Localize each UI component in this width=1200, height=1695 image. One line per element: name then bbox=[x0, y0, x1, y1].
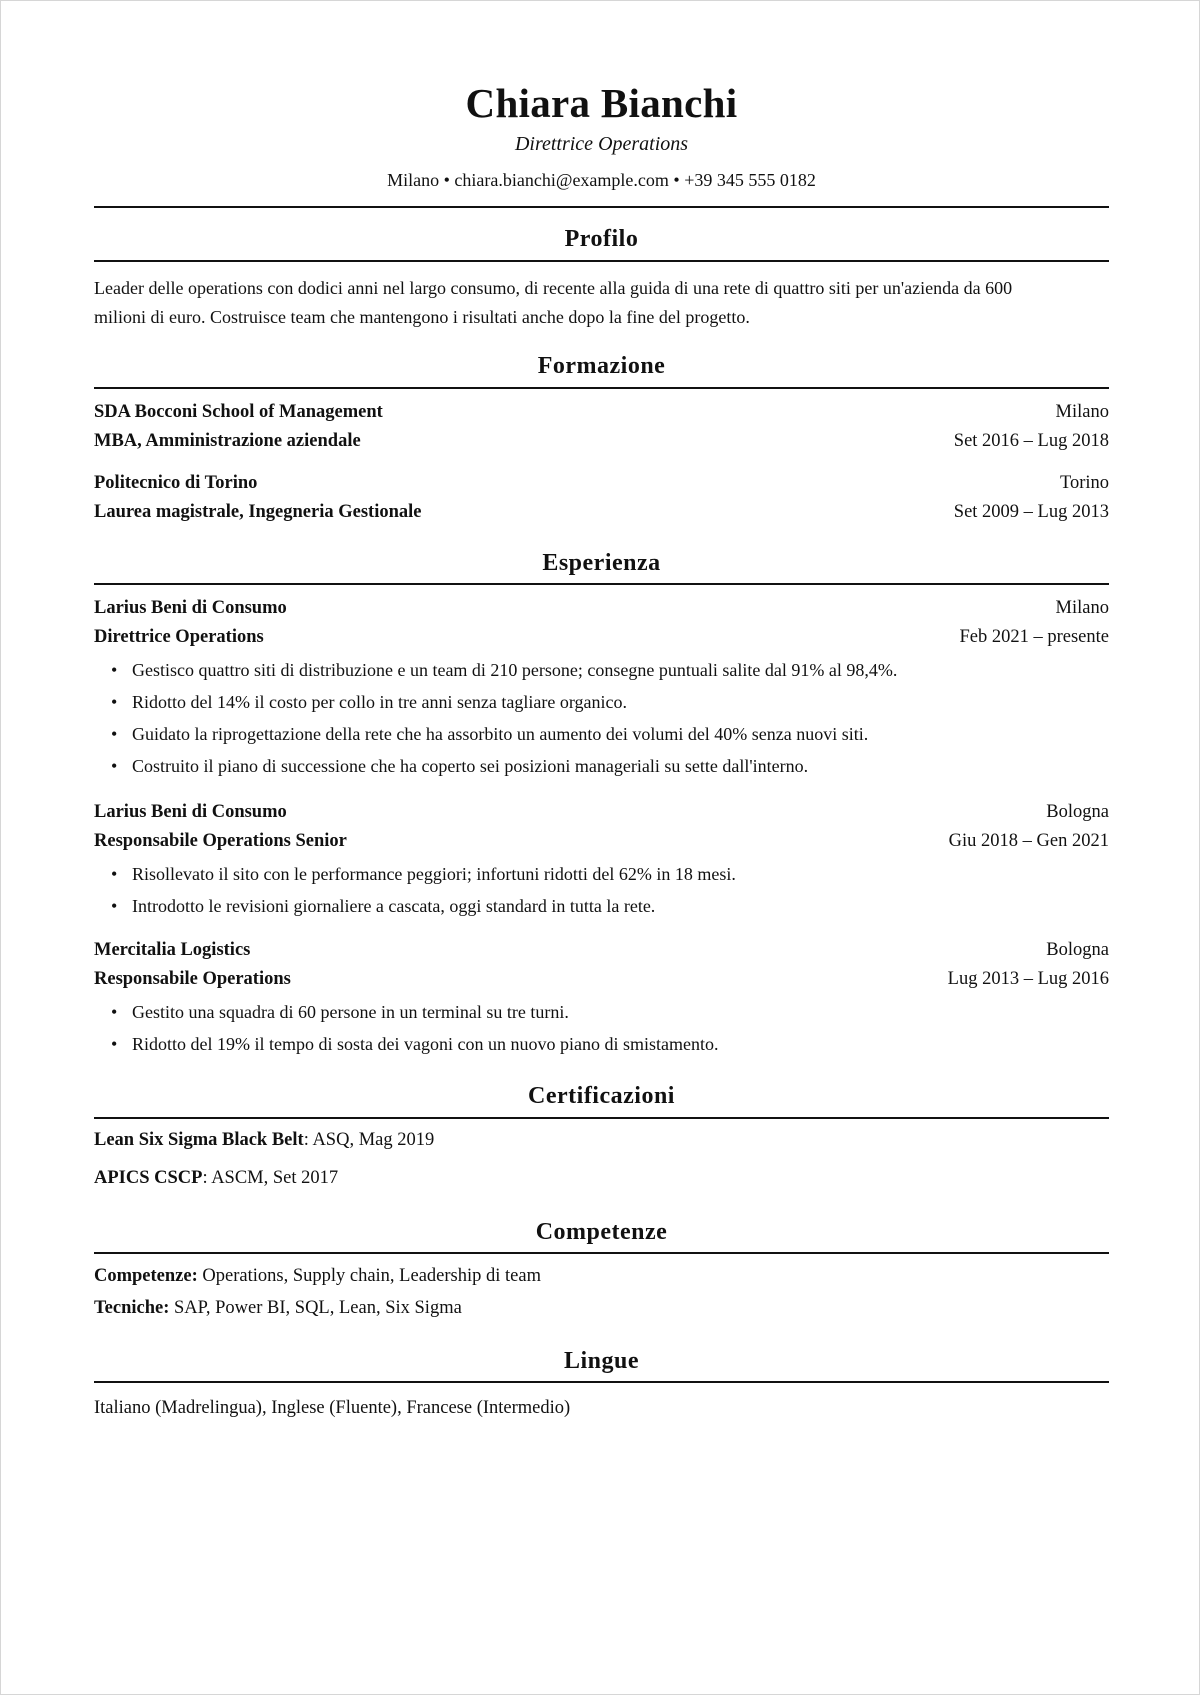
skills-value: SAP, Power BI, SQL, Lean, Six Sigma bbox=[169, 1298, 462, 1318]
job-bullets bbox=[94, 999, 1109, 1063]
contact-line: Milano • chiara.bianchi@example.com • +39 345 555 0182 bbox=[387, 170, 816, 190]
section-title-certificazioni: Certificazioni bbox=[528, 1083, 675, 1109]
certification-name: APICS CSCP bbox=[94, 1168, 203, 1188]
section-divider bbox=[94, 387, 1109, 389]
job-header-row bbox=[94, 940, 1109, 966]
bullet-text: Ridotto del 19% il tempo di sosta dei vagoni con un nuovo piano di smistamento. bbox=[132, 1034, 719, 1054]
bullet-icon: • bbox=[111, 724, 118, 744]
job-role: Responsabile Operations Senior bbox=[94, 831, 347, 851]
section-title-esperienza: Esperienza bbox=[542, 550, 661, 576]
list-item bbox=[94, 999, 1109, 1031]
job-role-row bbox=[94, 831, 1109, 857]
skills-line bbox=[94, 1298, 1109, 1319]
list-item bbox=[94, 753, 1109, 785]
section-divider bbox=[94, 1381, 1109, 1383]
education-dates: Set 2009 – Lug 2013 bbox=[953, 502, 1109, 522]
list-item bbox=[94, 657, 1109, 689]
section-divider bbox=[94, 260, 1109, 262]
section-divider bbox=[94, 1117, 1109, 1119]
job-bullets bbox=[94, 861, 1109, 925]
job-company: Mercitalia Logistics bbox=[94, 940, 251, 960]
skills-line bbox=[94, 1266, 1109, 1287]
certification-detail: : ASQ, Mag 2019 bbox=[303, 1130, 435, 1150]
section-title-profilo: Profilo bbox=[564, 226, 639, 252]
bullet-text: Ridotto del 14% il costo per collo in tre anni senza tagliare organico. bbox=[132, 692, 628, 712]
education-school: Politecnico di Torino bbox=[94, 473, 258, 493]
profile-line: Leader delle operations con dodici anni nel largo consumo, di recente alla guida di una rete di quattro siti per un'azienda da 600 bbox=[94, 278, 1013, 298]
bullet-text: Costruito il piano di successione che ha coperto sei posizioni manageriali su sette dall'interno. bbox=[132, 756, 809, 776]
job-role: Responsabile Operations bbox=[94, 969, 291, 989]
candidate-title: Direttrice Operations bbox=[514, 133, 689, 155]
bullet-text: Introdotto le revisioni giornaliere a cascata, oggi standard in tutta la rete. bbox=[132, 896, 656, 916]
section-divider bbox=[94, 1252, 1109, 1254]
skills-value: Operations, Supply chain, Leadership di team bbox=[197, 1266, 541, 1286]
bullet-text: Guidato la riprogettazione della rete che ha assorbito un aumento dei volumi del 40% senza nuovi siti. bbox=[132, 724, 869, 744]
job-role-row bbox=[94, 627, 1109, 653]
bullet-icon: • bbox=[111, 896, 118, 916]
header-divider bbox=[94, 206, 1109, 208]
education-school: SDA Bocconi School of Management bbox=[94, 402, 383, 422]
list-item bbox=[94, 689, 1109, 721]
education-location: Milano bbox=[1055, 402, 1109, 422]
job-dates: Feb 2021 – presente bbox=[959, 627, 1109, 647]
job-company: Larius Beni di Consumo bbox=[94, 598, 287, 618]
bullet-icon: • bbox=[111, 660, 118, 680]
job-role-row bbox=[94, 969, 1109, 995]
list-item bbox=[94, 1031, 1109, 1063]
education-degree-row bbox=[94, 502, 1109, 528]
list-item bbox=[94, 893, 1109, 925]
skills-label: Competenze: bbox=[94, 1266, 198, 1286]
education-header-row bbox=[94, 473, 1109, 499]
certification-item bbox=[94, 1130, 1109, 1151]
bullet-icon: • bbox=[111, 1002, 118, 1022]
bullet-icon: • bbox=[111, 692, 118, 712]
bullet-icon: • bbox=[111, 756, 118, 776]
job-bullets bbox=[94, 657, 1109, 785]
list-item bbox=[94, 721, 1109, 753]
profile-line: milioni di euro. Costruisce team che mantengono i risultati anche dopo la fine del progetto. bbox=[94, 307, 750, 327]
certification-name: Lean Six Sigma Black Belt bbox=[94, 1130, 304, 1150]
education-dates: Set 2016 – Lug 2018 bbox=[953, 431, 1109, 451]
education-location: Torino bbox=[1059, 473, 1109, 493]
bullet-text: Gestisco quattro siti di distribuzione e un team di 210 persone; consegne puntuali salite dal 91% al 98,4%. bbox=[132, 660, 898, 680]
section-title-competenze: Competenze bbox=[535, 1219, 668, 1245]
bullet-text: Risollevato il sito con le performance peggiori; infortuni ridotti del 62% in 18 mesi. bbox=[132, 864, 736, 884]
bullet-text: Gestito una squadra di 60 persone in un terminal su tre turni. bbox=[132, 1002, 569, 1022]
education-degree-row bbox=[94, 431, 1109, 457]
certification-detail: : ASCM, Set 2017 bbox=[202, 1168, 339, 1188]
section-divider bbox=[94, 583, 1109, 585]
job-header-row bbox=[94, 598, 1109, 624]
skills-label: Tecniche: bbox=[94, 1298, 170, 1318]
certification-item bbox=[94, 1168, 1109, 1189]
bullet-icon: • bbox=[111, 1034, 118, 1054]
profile-summary bbox=[94, 274, 1109, 332]
education-degree: Laurea magistrale, Ingegneria Gestionale bbox=[94, 502, 422, 522]
job-role: Direttrice Operations bbox=[94, 627, 264, 647]
education-header-row bbox=[94, 402, 1109, 428]
section-title-lingue: Lingue bbox=[563, 1348, 640, 1374]
candidate-name: Chiara Bianchi bbox=[465, 80, 738, 126]
job-header-row bbox=[94, 802, 1109, 828]
job-dates: Lug 2013 – Lug 2016 bbox=[947, 969, 1109, 989]
job-location: Milano bbox=[1055, 598, 1109, 618]
languages-line: Italiano (Madrelingua), Inglese (Fluente), Francese (Intermedio) bbox=[94, 1398, 571, 1418]
job-company: Larius Beni di Consumo bbox=[94, 802, 287, 822]
education-degree: MBA, Amministrazione aziendale bbox=[94, 431, 361, 451]
job-location: Bologna bbox=[1046, 802, 1109, 822]
bullet-icon: • bbox=[111, 864, 118, 884]
list-item bbox=[94, 861, 1109, 893]
section-title-formazione: Formazione bbox=[537, 353, 666, 379]
job-location: Bologna bbox=[1046, 940, 1109, 960]
job-dates: Giu 2018 – Gen 2021 bbox=[948, 831, 1109, 851]
